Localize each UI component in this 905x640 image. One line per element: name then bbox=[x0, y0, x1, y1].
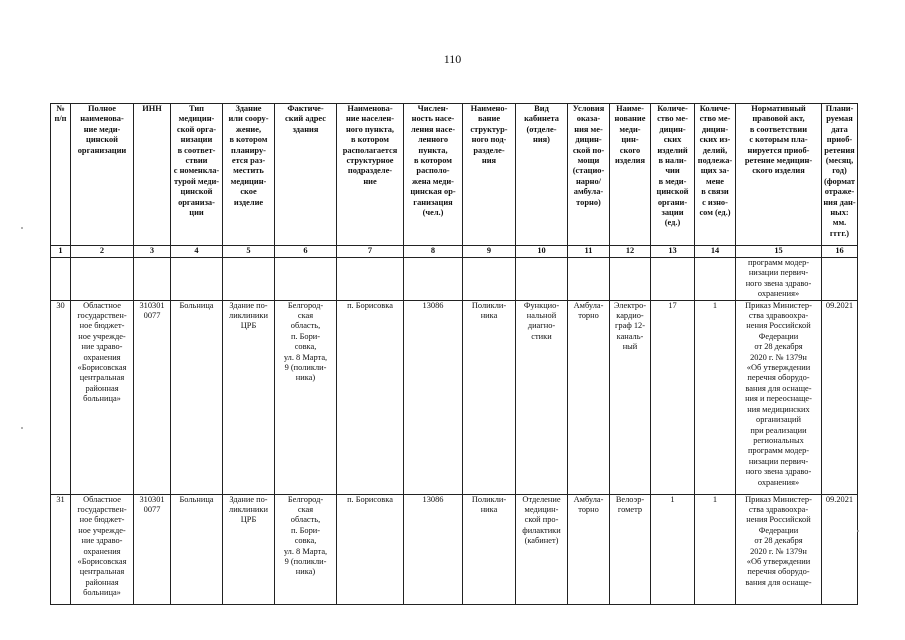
table-cell bbox=[651, 258, 695, 301]
header-cell-conditions: Условия оказа- ния ме- дицин- ской по- мощи (стацио- нарно/ амбула- торно) bbox=[568, 104, 610, 246]
qty-available: 1 bbox=[651, 494, 695, 604]
settlement: п. Борисовка bbox=[337, 494, 404, 604]
settlement: п. Борисовка bbox=[337, 300, 404, 494]
building: Здание по- ликлиники ЦРБ bbox=[223, 300, 275, 494]
building: Здание по- ликлиники ЦРБ bbox=[223, 494, 275, 604]
table-cell bbox=[71, 258, 134, 301]
header-cell-building: Здание или соору- жение, в котором планиру- ется раз- местить медицин- ское изделие bbox=[223, 104, 275, 246]
table-cell bbox=[275, 258, 337, 301]
column-number: 8 bbox=[404, 246, 463, 258]
continuation-row bbox=[51, 258, 858, 301]
table-cell bbox=[695, 258, 736, 301]
table-cell bbox=[610, 258, 651, 301]
table-cell bbox=[223, 258, 275, 301]
structural-unit: Поликли- ника bbox=[463, 300, 516, 494]
header-cell-settlement: Наименова- ние населен- ного пункта, в котором располагается структурное подразделе- ние bbox=[337, 104, 404, 246]
column-number: 16 bbox=[822, 246, 858, 258]
organization-name: Областное государствен- ное бюджет- ное учрежде- ние здраво- охранения «Борисовская центральная районная больница» bbox=[71, 300, 134, 494]
address: Белгород- ская область, п. Бори- совка, ул. 8 Марта, 9 (поликли- ника) bbox=[275, 300, 337, 494]
organization-name: Областное государствен- ное бюджет- ное учрежде- ние здраво- охранения «Борисовская центральная районная больница» bbox=[71, 494, 134, 604]
column-number: 10 bbox=[516, 246, 568, 258]
population: 13086 bbox=[404, 494, 463, 604]
column-number: 1 bbox=[51, 246, 71, 258]
column-number: 7 bbox=[337, 246, 404, 258]
population: 13086 bbox=[404, 300, 463, 494]
page-number: 110 bbox=[443, 52, 462, 66]
header-cell-qty-replace: Количе- ство ме- дицин- ских из- делий, подлежа- щих за- мене в связи с изно- сом (ед.) bbox=[695, 104, 736, 246]
scan-speck bbox=[857, 530, 859, 532]
table-cell bbox=[134, 258, 171, 301]
table-cell bbox=[463, 258, 516, 301]
address: Белгород- ская область, п. Бори- совка, ул. 8 Марта, 9 (поликли- ника) bbox=[275, 494, 337, 604]
header-cell-legal-act: Нормативный правовой акт, в соответствии с которым пла- нируется приоб- ретение медицин- ского изделия bbox=[736, 104, 822, 246]
org-type: Больница bbox=[171, 300, 223, 494]
table-cell bbox=[337, 258, 404, 301]
care-conditions: Амбула- торно bbox=[568, 494, 610, 604]
column-number: 11 bbox=[568, 246, 610, 258]
column-number: 14 bbox=[695, 246, 736, 258]
legal-act-continuation: программ модер- низации первич- ного звена здраво- охранения» bbox=[736, 258, 822, 301]
header-cell-device: Наиме- нование меди- цин- ского изделия bbox=[610, 104, 651, 246]
column-number: 9 bbox=[463, 246, 516, 258]
table-cell bbox=[516, 258, 568, 301]
header-cell-population: Числен- ность насе- ления насе- ленного пункта, в котором располо- жена меди- цинская ор- ганизация (чел.) bbox=[404, 104, 463, 246]
column-number: 4 bbox=[171, 246, 223, 258]
column-number-row bbox=[51, 246, 858, 258]
table-cell bbox=[568, 258, 610, 301]
legal-act: Приказ Министер- ства здравоохра- нения Российской Федерации от 28 декабря 2020 г. № 1379н «Об утверждении перечня оборудо- вания для оснаще- bbox=[736, 494, 822, 604]
header-cell-cabinet: Вид кабинета (отделе- ния) bbox=[516, 104, 568, 246]
column-number: 13 bbox=[651, 246, 695, 258]
header-cell-number: № п/п bbox=[51, 104, 71, 246]
purchase-date: 09.2021 bbox=[822, 494, 858, 604]
care-conditions: Амбула- торно bbox=[568, 300, 610, 494]
row-number: 30 bbox=[51, 300, 71, 494]
scan-speck bbox=[21, 427, 23, 429]
header-cell-qty-available: Количе- ство ме- дицин- ских изделий в нали- чии в меди- цинской органи- зации (ед.) bbox=[651, 104, 695, 246]
inn: 310301 0077 bbox=[134, 300, 171, 494]
device-name: Электро- кардио- граф 12- каналь- ный bbox=[610, 300, 651, 494]
header-cell-address: Фактиче- ский адрес здания bbox=[275, 104, 337, 246]
medical-equipment-table bbox=[50, 103, 858, 605]
structural-unit: Поликли- ника bbox=[463, 494, 516, 604]
header-cell-organization: Полное наименова- ние меди- цинской организации bbox=[71, 104, 134, 246]
purchase-date: 09.2021 bbox=[822, 300, 858, 494]
header-row bbox=[51, 104, 858, 246]
cabinet-type: Отделение медицин- ской про- филактики (кабинет) bbox=[516, 494, 568, 604]
column-number: 2 bbox=[71, 246, 134, 258]
header-cell-org-type: Тип медицин- ской орга- низации в соответ- ствии с номенкла- турой меди- цинской организа- ции bbox=[171, 104, 223, 246]
table-cell bbox=[404, 258, 463, 301]
table-row bbox=[51, 494, 858, 604]
header-cell-inn: ИНН bbox=[134, 104, 171, 246]
cabinet-type: Функцио- нальной диагно- стики bbox=[516, 300, 568, 494]
table-row bbox=[51, 300, 858, 494]
table-cell bbox=[51, 258, 71, 301]
column-number: 3 bbox=[134, 246, 171, 258]
qty-available: 17 bbox=[651, 300, 695, 494]
header-cell-unit: Наимено- вание структур- ного под- разделе- ния bbox=[463, 104, 516, 246]
device-name: Велоэр- гометр bbox=[610, 494, 651, 604]
table-cell bbox=[171, 258, 223, 301]
org-type: Больница bbox=[171, 494, 223, 604]
column-number: 12 bbox=[610, 246, 651, 258]
legal-act: Приказ Министер- ства здравоохра- нения Российской Федерации от 28 декабря 2020 г. № 1379н «Об утверждении перечня оборудо- вания для оснаще- ния и переоснаще- ния медицинских организаций при реализации региональных программ модер- низации первич- ного звена здраво- охранения» bbox=[736, 300, 822, 494]
qty-replace: 1 bbox=[695, 494, 736, 604]
column-number: 5 bbox=[223, 246, 275, 258]
qty-replace: 1 bbox=[695, 300, 736, 494]
row-number: 31 bbox=[51, 494, 71, 604]
column-number: 6 bbox=[275, 246, 337, 258]
column-number: 15 bbox=[736, 246, 822, 258]
inn: 310301 0077 bbox=[134, 494, 171, 604]
table-cell bbox=[822, 258, 858, 301]
scan-speck bbox=[21, 227, 23, 229]
header-cell-purchase-date: Плани- руемая дата приоб- ретения (месяц, год) (формат отраже- ния дан- ных: мм. гггг.) bbox=[822, 104, 858, 246]
